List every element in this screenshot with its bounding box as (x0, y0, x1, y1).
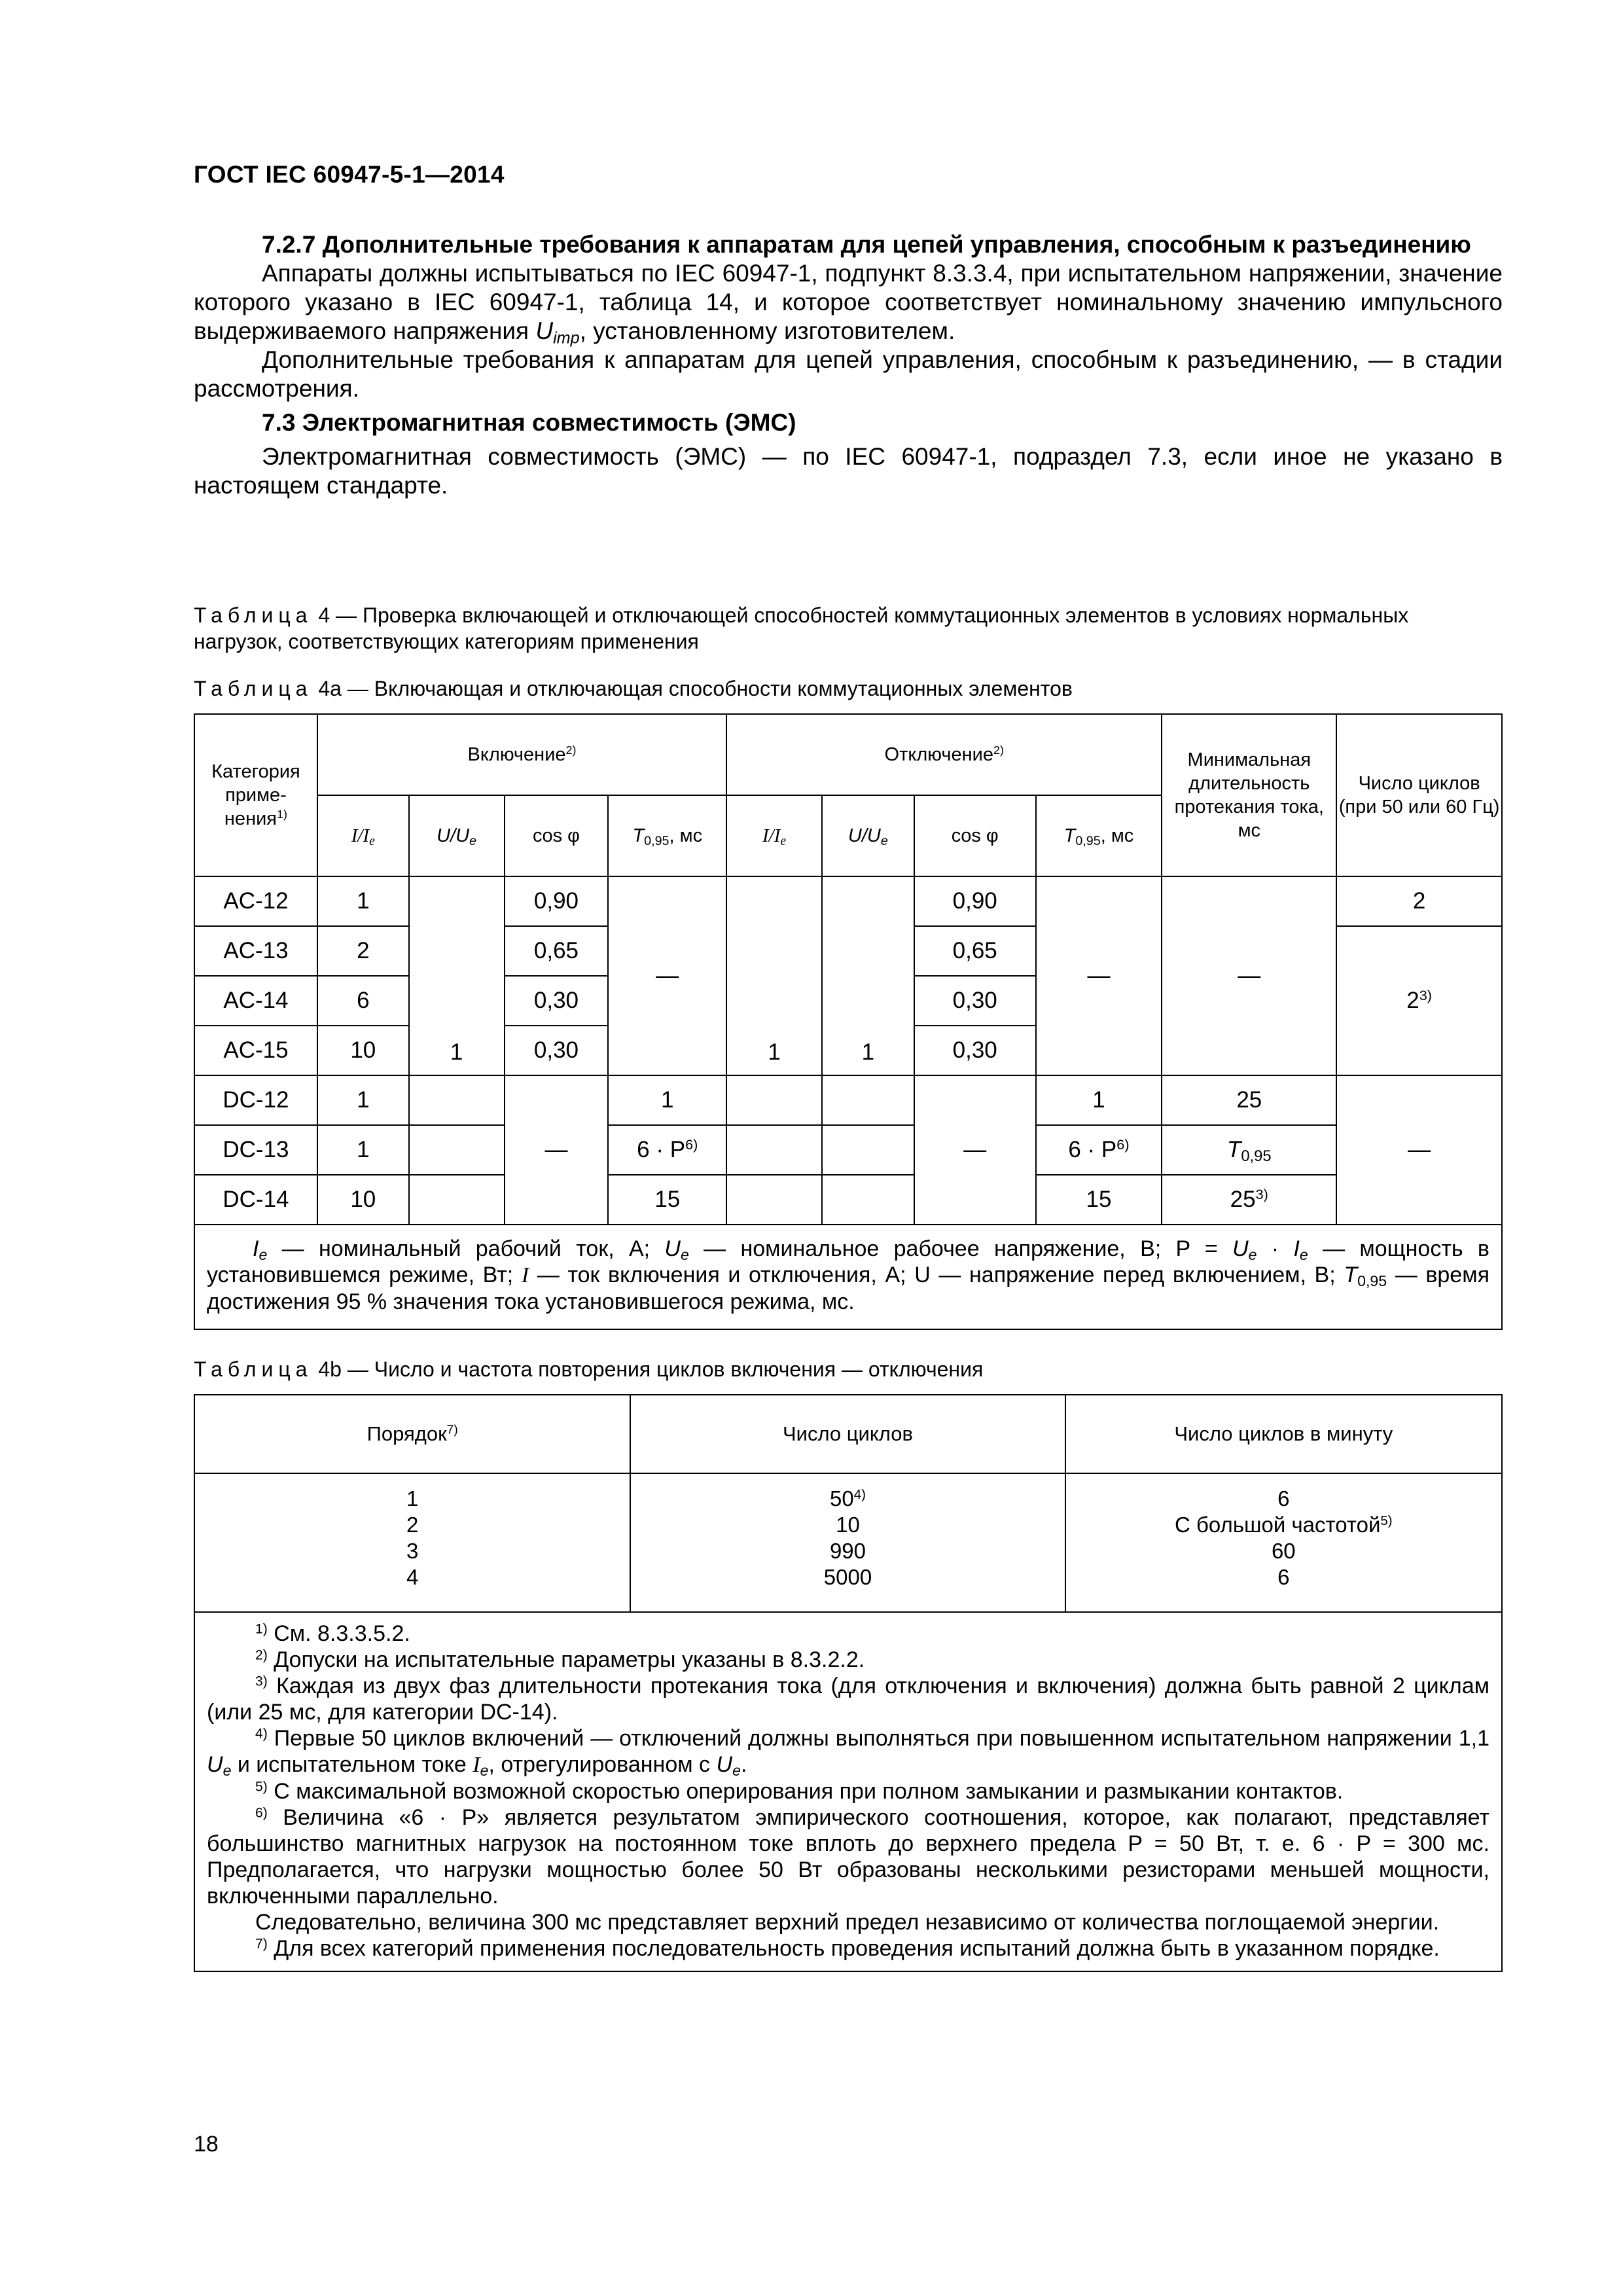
cell-break-cos: 0,65 (914, 926, 1036, 976)
cell-break-T: 15 (1036, 1175, 1162, 1225)
page-number: 18 (194, 2132, 219, 2157)
footnote-6-continued: Следовательно, величина 300 мс представляет верхний предел независимо от количества поглощаемой энергии. (255, 1910, 1440, 1935)
header-break-cos: cos φ (914, 795, 1036, 876)
header-make: Включение$^{2)}$ (317, 714, 726, 795)
header-cycles-count: Число циклов (630, 1395, 1065, 1473)
table-4a (194, 713, 1503, 1330)
cell-dc-make-cos: — (505, 1075, 609, 1225)
cell-category: DC-13 (194, 1125, 317, 1175)
cell-dc-make-U (409, 1175, 505, 1225)
header-break: Отключение$^{2)}$ (726, 714, 1162, 795)
paragraph: Дополнительные требования к аппаратам для цепей управления, способным к разъединению, — в стадии рассмотрения. (194, 346, 1503, 402)
cell-category: AC-12 (194, 876, 317, 926)
cell-min-duration: $T_{0,95}$ (1162, 1125, 1336, 1175)
table-footnotes (194, 1612, 1502, 1971)
cell-min-duration: 25 (1162, 1075, 1336, 1125)
cell-category: AC-13 (194, 926, 317, 976)
cell-per-minute-list: 6 С большой частотой$^{5)}$ 60 6 (1065, 1473, 1502, 1612)
footnote-7: $^{7)}$ Для всех категорий применения последовательность проведения испытаний должна быть в указанном порядке. (255, 1936, 1440, 1961)
cell-make-I: 1 (317, 1125, 409, 1175)
cell-dc-break-U (822, 1175, 914, 1225)
header-break-T: $T_{0,95}$, мс (1036, 795, 1162, 876)
cell-make-I: 1 (317, 1075, 409, 1125)
footnote-6: $^{6)}$ Величина «6 · P» является результатом эмпирического соотношения, которое, как полагают, представляет большинство магнитных нагрузок на постоянном токе вплоть до верхнего предела P = 50 Вт, т. е. 6 · P = 300 мс. Предполагается, что нагрузки мощностью более 50 Вт образованы несколькими резисторами меньшей мощности, включенными параллельно. (207, 1805, 1490, 1909)
paragraph: Аппараты должны испытываться по IEC 60947-1, подпункт 8.3.3.4, при испытательном напряжении, значение которого указано в IEC 60947-1, таблица 14, и которое соответствует номинальному значению импульсного выдерживаемого напряжения $U_{imp}$, установленному изготовителем. (194, 260, 1503, 348)
cell-dc-make-U (409, 1125, 505, 1175)
cell-dc-break-I (726, 1125, 822, 1175)
table-4-caption: Таблица 4 — Проверка включающей и отключающей способностей коммутационных элементов в условиях нормальных нагрузок, соответствующих категориям применения (194, 603, 1409, 653)
cell-make-T: 15 (608, 1175, 726, 1225)
footnote-5: $^{5)}$ С максимальной возможной скоростью оперирования при полном замыкании и размыкании контактов. (255, 1779, 1344, 1804)
cell-make-I: 2 (317, 926, 409, 976)
cell-make-I: 6 (317, 976, 409, 1026)
header-break-U: $U/U_e$ (822, 795, 914, 876)
header-make-U: $U/U_e$ (409, 795, 505, 876)
cell-break-T: $6 \cdot P^{6)}$ (1036, 1125, 1162, 1175)
header-break-I: $I/I_e$ (726, 795, 822, 876)
cell-break-cos: 0,30 (914, 976, 1036, 1026)
cell-make-cos: 0,30 (505, 1026, 609, 1075)
table-4a-legend: $I_e$ — номинальный рабочий ток, А; $U_e$ — номинальное рабочее напряжение, В; $P = U_e \cdot I_e$ — мощность в установившемся режиме, Вт; I — ток включения и отключения, А; U — напряжение перед включением, В; $T_{0,95}$ — время достижения 95 % значения тока установившегося режима, мс. (194, 1225, 1502, 1329)
cell-order-list: 1 2 3 4 (194, 1473, 630, 1612)
section-heading: 7.3 Электромагнитная совместимость (ЭМС) (262, 409, 796, 436)
header-order: Порядок$^{7)}$ (194, 1395, 630, 1473)
cell-dc-break-U (822, 1125, 914, 1175)
cell-category: DC-14 (194, 1175, 317, 1225)
cell-ac-make-T: — (608, 876, 726, 1075)
cell-min-duration: 25$^{3)}$ (1162, 1175, 1336, 1225)
cell-break-T: 1 (1036, 1075, 1162, 1125)
cell-cycles-list: 50$^{4)}$ 10 990 5000 (630, 1473, 1065, 1612)
header-category: Категория приме-нения$^{1)}$ (194, 714, 317, 876)
cell-make-T: 1 (608, 1075, 726, 1125)
cell-category: AC-15 (194, 1026, 317, 1075)
section-7-2-7 (194, 230, 1503, 500)
table-4a-caption: Таблица 4a — Включающая и отключающая способности коммутационных элементов (194, 677, 1073, 700)
cell-dc-make-U (409, 1075, 505, 1125)
cell-make-cos: 0,90 (505, 876, 609, 926)
cell-make-I: 10 (317, 1175, 409, 1225)
cell-dc-cycles: — (1336, 1075, 1502, 1225)
header-cycles: Число циклов (при 50 или 60 Гц) (1336, 714, 1502, 876)
section-heading: 7.2.7 Дополнительные требования к аппаратам для цепей управления, способным к разъединению (262, 231, 1471, 258)
header-cycles-per-minute: Число циклов в минуту (1065, 1395, 1502, 1473)
cell-category: AC-14 (194, 976, 317, 1026)
cell-ac-break-U: 1 (822, 876, 914, 1075)
cell-make-I: 1 (317, 876, 409, 926)
table-row (194, 1175, 1502, 1225)
header-make-T: $T_{0,95}$, мс (608, 795, 726, 876)
paragraph: Электромагнитная совместимость (ЭМС) — по IEC 60947-1, подраздел 7.3, если иное не указано в настоящем стандарте. (194, 443, 1503, 499)
cell-ac-make-U: 1 (409, 876, 505, 1075)
table-row (194, 1075, 1502, 1125)
cell-dc-break-I (726, 1175, 822, 1225)
cell-break-cos: 0,90 (914, 876, 1036, 926)
cell-dc-break-cos: — (914, 1075, 1036, 1225)
footnote-3: $^{3)}$ Каждая из двух фаз длительности протекания тока (для отключения и включения) должна быть равной 2 циклам (или 25 мс, для категории DC-14). (207, 1674, 1489, 1725)
cell-category: DC-12 (194, 1075, 317, 1125)
cell-ac-cycles: 2$^{3)}$ (1336, 926, 1502, 1075)
footnote-1: $^{1)}$ См. 8.3.3.5.2. (255, 1621, 410, 1646)
header-make-I: $I/I_e$ (317, 795, 409, 876)
table-row (194, 876, 1502, 926)
table-row (194, 1125, 1502, 1175)
cell-ac-break-T: — (1036, 876, 1162, 1075)
header-min-duration: Минимальная длительность протекания тока, мс (1162, 714, 1336, 876)
cell-make-cos: 0,30 (505, 976, 609, 1026)
cell-ac-break-I: 1 (726, 876, 822, 1075)
table-4b-caption: Таблица 4b — Число и частота повторения циклов включения — отключения (194, 1357, 984, 1381)
cell-break-cos: 0,30 (914, 1026, 1036, 1075)
cell-make-T: $6 \cdot P^{6)}$ (608, 1125, 726, 1175)
cell-cycles: 2 (1336, 876, 1502, 926)
cell-ac-min-duration: — (1162, 876, 1336, 1075)
cell-dc-break-I (726, 1075, 822, 1125)
header-make-cos: cos φ (505, 795, 609, 876)
cell-make-cos: 0,65 (505, 926, 609, 976)
doc-header: ГОСТ IEC 60947-5-1—2014 (194, 161, 505, 188)
cell-dc-break-U (822, 1075, 914, 1125)
cell-make-I: 10 (317, 1026, 409, 1075)
footnote-4: $^{4)}$ Первые 50 циклов включений — отключений должны выполняться при повышенном испытательном напряжении 1,1 $U_e$ и испытательном токе $I_e$, отрегулированном с $U_e$. (207, 1726, 1489, 1779)
table-4b (194, 1394, 1503, 1972)
footnote-2: $^{2)}$ Допуски на испытательные параметры указаны в 8.3.2.2. (255, 1647, 865, 1672)
